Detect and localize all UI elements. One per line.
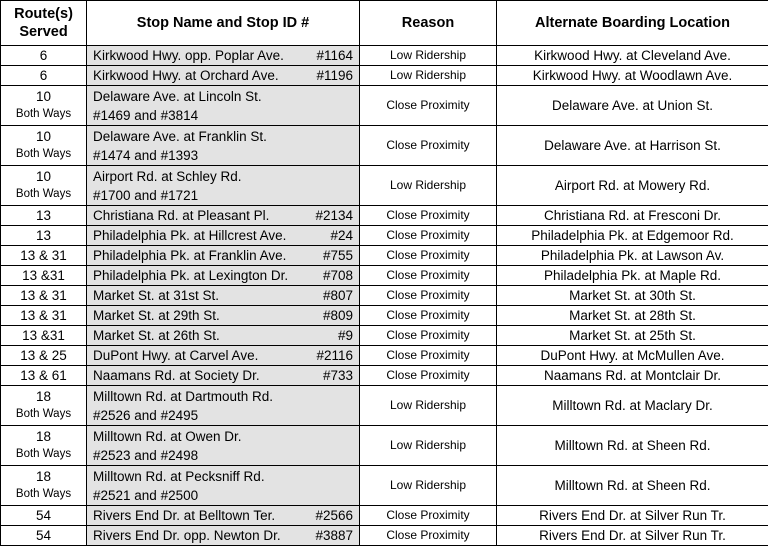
reason-cell: Low Ridership <box>360 66 497 86</box>
alternate-cell: Market St. at 25th St. <box>497 326 768 346</box>
table-row <box>1 246 768 266</box>
alternate-cell: Kirkwood Hwy. at Woodlawn Ave. <box>497 66 768 86</box>
stop-ids: #1474 and #1393 <box>93 146 198 165</box>
route-cell <box>1 286 87 306</box>
stop-cell <box>87 246 360 266</box>
stop-id: #807 <box>323 286 353 305</box>
stop-name: Naamans Rd. at Society Dr. <box>93 366 260 385</box>
route-number: 13 &31 <box>1 267 86 285</box>
reason-cell: Close Proximity <box>360 286 497 306</box>
stop-ids: #1469 and #3814 <box>93 106 198 125</box>
stop-cell <box>87 306 360 326</box>
alternate-cell: Delaware Ave. at Harrison St. <box>497 126 768 166</box>
stop-name: Milltown Rd. at Owen Dr. <box>93 427 242 446</box>
stop-name: Market St. at 26th St. <box>93 326 220 345</box>
alternate-cell: Philadelphia Pk. at Edgemoor Rd. <box>497 226 768 246</box>
route-cell <box>1 206 87 226</box>
table-row <box>1 226 768 246</box>
stop-ids: #1700 and #1721 <box>93 186 198 205</box>
stop-name: Airport Rd. at Schley Rd. <box>93 167 242 186</box>
header-alternate: Alternate Boarding Location <box>497 1 768 46</box>
route-number: 13 & 31 <box>1 307 86 325</box>
stop-name: Philadelphia Pk. at Hillcrest Ave. <box>93 226 286 245</box>
reason-cell: Low Ridership <box>360 166 497 206</box>
reason-cell: Close Proximity <box>360 206 497 226</box>
route-direction: Both Ways <box>1 186 86 203</box>
route-number: 54 <box>1 507 86 525</box>
reason-cell: Close Proximity <box>360 226 497 246</box>
stop-name: Delaware Ave. at Franklin St. <box>93 127 267 146</box>
stop-cell <box>87 86 360 126</box>
reason-cell: Close Proximity <box>360 526 497 546</box>
route-cell <box>1 366 87 386</box>
stop-id: #1164 <box>316 46 353 65</box>
reason-cell: Close Proximity <box>360 326 497 346</box>
route-number: 6 <box>1 47 86 65</box>
stop-cell <box>87 266 360 286</box>
header-reason: Reason <box>360 1 497 46</box>
stop-name: DuPont Hwy. at Carvel Ave. <box>93 346 258 365</box>
reason-cell: Close Proximity <box>360 126 497 166</box>
reason-cell: Close Proximity <box>360 86 497 126</box>
table-row <box>1 66 768 86</box>
route-number: 13 & 31 <box>1 287 86 305</box>
reason-cell: Close Proximity <box>360 506 497 526</box>
stop-id: #9 <box>338 326 353 345</box>
alternate-cell: Milltown Rd. at Sheen Rd. <box>497 426 768 466</box>
stop-cell <box>87 426 360 466</box>
alternate-cell: Airport Rd. at Mowery Rd. <box>497 166 768 206</box>
stop-cell <box>87 386 360 426</box>
alternate-cell: Philadelphia Pk. at Lawson Av. <box>497 246 768 266</box>
stop-cell <box>87 506 360 526</box>
alternate-cell: Market St. at 30th St. <box>497 286 768 306</box>
route-number: 18 <box>1 388 86 406</box>
reason-cell: Close Proximity <box>360 246 497 266</box>
table-row <box>1 506 768 526</box>
stop-id: #809 <box>323 306 353 325</box>
reason-cell: Low Ridership <box>360 46 497 66</box>
stop-ids: #2526 and #2495 <box>93 406 198 425</box>
reason-cell: Low Ridership <box>360 466 497 506</box>
stop-name: Philadelphia Pk. at Lexington Dr. <box>93 266 288 285</box>
route-direction: Both Ways <box>1 146 86 163</box>
route-number: 13 <box>1 207 86 225</box>
route-number: 18 <box>1 428 86 446</box>
stop-name: Philadelphia Pk. at Franklin Ave. <box>93 246 286 265</box>
route-cell <box>1 306 87 326</box>
table-row <box>1 426 768 466</box>
stop-name: Milltown Rd. at Pecksniff Rd. <box>93 467 265 486</box>
alternate-cell: Delaware Ave. at Union St. <box>497 86 768 126</box>
table-row <box>1 466 768 506</box>
route-direction: Both Ways <box>1 106 86 123</box>
table-row <box>1 266 768 286</box>
stop-cell <box>87 206 360 226</box>
route-cell <box>1 66 87 86</box>
stop-id: #2116 <box>316 346 353 365</box>
alternate-cell: Christiana Rd. at Fresconi Dr. <box>497 206 768 226</box>
route-cell <box>1 266 87 286</box>
route-cell <box>1 226 87 246</box>
stop-cell <box>87 166 360 206</box>
route-number: 13 & 31 <box>1 247 86 265</box>
route-cell <box>1 426 87 466</box>
stop-id: #2566 <box>315 506 353 525</box>
stop-name: Rivers End Dr. opp. Newton Dr. <box>93 526 281 545</box>
table-row <box>1 46 768 66</box>
route-cell <box>1 386 87 426</box>
route-number: 13 <box>1 227 86 245</box>
table-row <box>1 286 768 306</box>
alternate-cell: Philadelphia Pk. at Maple Rd. <box>497 266 768 286</box>
stop-name: Market St. at 29th St. <box>93 306 220 325</box>
route-number: 13 &31 <box>1 327 86 345</box>
stop-cell <box>87 366 360 386</box>
stop-id: #24 <box>330 226 353 245</box>
stop-name: Delaware Ave. at Lincoln St. <box>93 87 262 106</box>
header-stop: Stop Name and Stop ID # <box>87 1 360 46</box>
stop-cell <box>87 346 360 366</box>
route-direction: Both Ways <box>1 486 86 503</box>
stop-cell <box>87 46 360 66</box>
stop-id: #708 <box>323 266 353 285</box>
stop-cell <box>87 326 360 346</box>
reason-cell: Close Proximity <box>360 346 497 366</box>
alternate-cell: Rivers End Dr. at Silver Run Tr. <box>497 506 768 526</box>
route-direction: Both Ways <box>1 446 86 463</box>
table-row <box>1 346 768 366</box>
route-number: 18 <box>1 468 86 486</box>
table-row <box>1 306 768 326</box>
route-cell <box>1 246 87 266</box>
route-number: 10 <box>1 168 86 186</box>
alternate-cell: Market St. at 28th St. <box>497 306 768 326</box>
stop-id: #1196 <box>316 66 353 85</box>
route-number: 10 <box>1 88 86 106</box>
stop-cell <box>87 466 360 506</box>
route-number: 6 <box>1 67 86 85</box>
route-number: 13 & 25 <box>1 347 86 365</box>
route-cell <box>1 86 87 126</box>
table-row <box>1 206 768 226</box>
stop-name: Kirkwood Hwy. at Orchard Ave. <box>93 66 279 85</box>
stop-cell <box>87 226 360 246</box>
reason-cell: Close Proximity <box>360 306 497 326</box>
stop-name: Christiana Rd. at Pleasant Pl. <box>93 206 269 225</box>
stop-cell <box>87 126 360 166</box>
alternate-cell: Kirkwood Hwy. at Cleveland Ave. <box>497 46 768 66</box>
reason-cell: Low Ridership <box>360 426 497 466</box>
table-row <box>1 86 768 126</box>
route-cell <box>1 506 87 526</box>
route-direction: Both Ways <box>1 406 86 423</box>
stop-ids: #2521 and #2500 <box>93 486 198 505</box>
table-row <box>1 386 768 426</box>
table-row <box>1 126 768 166</box>
route-cell <box>1 466 87 506</box>
route-number: 13 & 61 <box>1 367 86 385</box>
route-number: 54 <box>1 527 86 545</box>
stop-name: Rivers End Dr. at Belltown Ter. <box>93 506 275 525</box>
alternate-cell: Rivers End Dr. at Silver Run Tr. <box>497 526 768 546</box>
stop-ids: #2523 and #2498 <box>93 446 198 465</box>
reason-cell: Low Ridership <box>360 386 497 426</box>
table-row <box>1 326 768 346</box>
stop-name: Kirkwood Hwy. opp. Poplar Ave. <box>93 46 284 65</box>
alternate-cell: Milltown Rd. at Sheen Rd. <box>497 466 768 506</box>
table-row <box>1 366 768 386</box>
header-row <box>1 1 768 46</box>
alternate-cell: Milltown Rd. at Maclary Dr. <box>497 386 768 426</box>
stop-cell <box>87 66 360 86</box>
route-cell <box>1 166 87 206</box>
stop-name: Market St. at 31st St. <box>93 286 219 305</box>
stop-id: #3887 <box>315 526 353 545</box>
alternate-cell: DuPont Hwy. at McMullen Ave. <box>497 346 768 366</box>
header-route: Route(s) Served <box>1 1 87 46</box>
route-cell <box>1 126 87 166</box>
stop-id: #733 <box>323 366 353 385</box>
stop-cell <box>87 286 360 306</box>
stop-id: #2134 <box>315 206 353 225</box>
reason-cell: Close Proximity <box>360 266 497 286</box>
alternate-cell: Naamans Rd. at Montclair Dr. <box>497 366 768 386</box>
table-row <box>1 166 768 206</box>
route-number: 10 <box>1 128 86 146</box>
stop-name: Milltown Rd. at Dartmouth Rd. <box>93 387 273 406</box>
reason-cell: Close Proximity <box>360 366 497 386</box>
route-cell <box>1 326 87 346</box>
route-cell <box>1 346 87 366</box>
route-cell <box>1 46 87 66</box>
stop-id: #755 <box>323 246 353 265</box>
